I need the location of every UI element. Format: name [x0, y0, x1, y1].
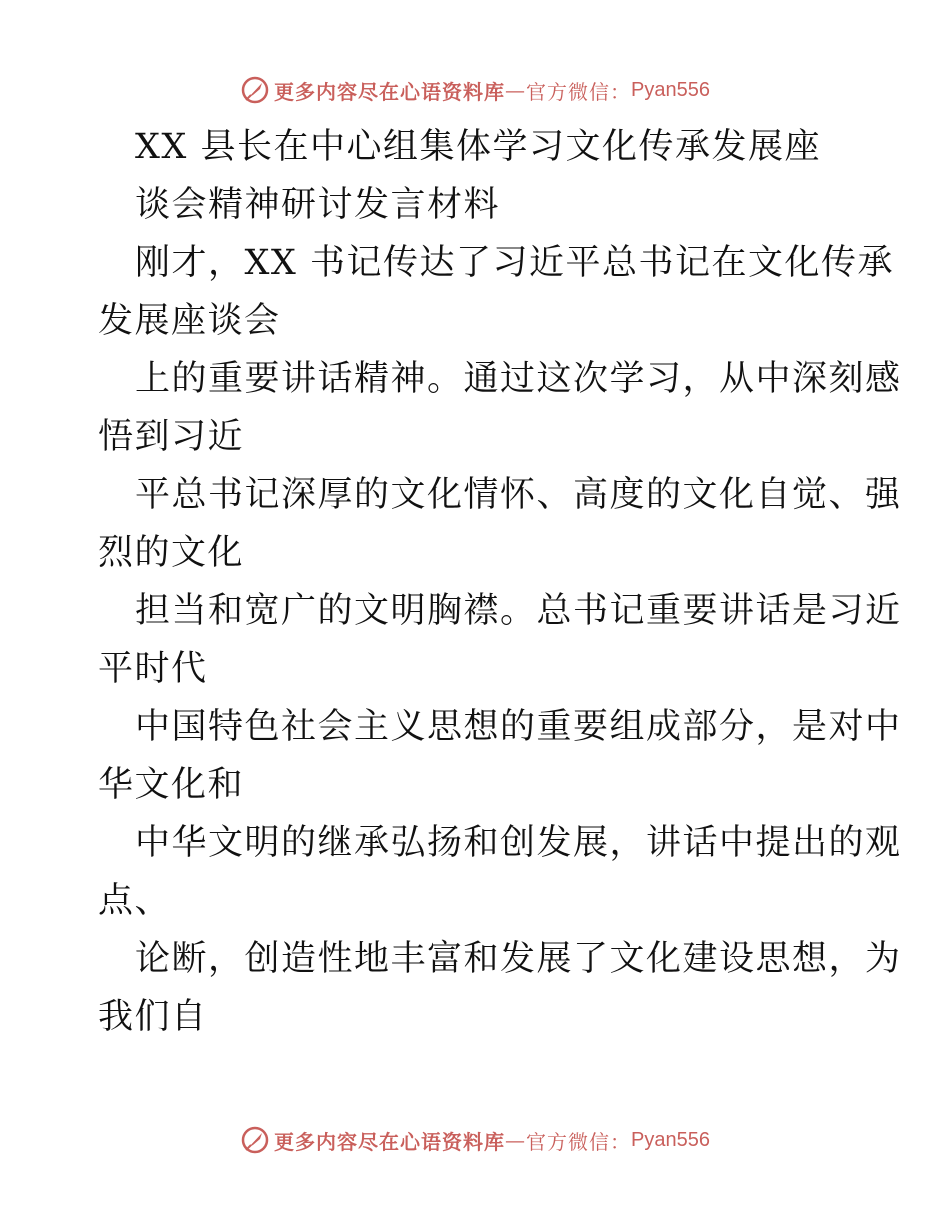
paragraph-line: 中国特色社会主义思想的重要组成部分，是对中 — [135, 707, 902, 747]
banner-text: 更多内容尽在心语资料库 — [274, 79, 506, 104]
paragraph-line: 上的重要讲话精神。通过这次学习，从中深刻感 — [135, 359, 902, 399]
paragraph-line: 中华文明的继承弘扬和创发展，讲话中提出的观 — [135, 823, 902, 863]
banner-wechat-label: 官方微信： — [526, 79, 632, 104]
paragraph-line: 我们自 — [98, 997, 208, 1037]
footer-watermark — [0, 1120, 950, 1160]
quill-logo-icon — [240, 75, 270, 105]
banner-wechat-id: Pyan556 — [631, 1128, 710, 1151]
paragraph-line: 发展座谈会 — [98, 301, 281, 341]
paragraph-line: 悟到习近 — [98, 417, 245, 457]
paragraph-line: 华文化和 — [98, 765, 245, 805]
header-watermark — [0, 70, 950, 110]
paragraph-line: 担当和宽广的文明胸襟。总书记重要讲话是习近 — [135, 591, 902, 631]
paragraph-line: 论断，创造性地丰富和发展了文化建设思想，为 — [135, 939, 902, 979]
title-line-2: 谈会精神研讨发言材料 — [135, 185, 501, 225]
banner-separator: — — [505, 1128, 527, 1152]
paragraph-line: 刚才，XX 书记传达了习近平总书记在文化传承 — [135, 243, 894, 283]
paragraph-line: 点、 — [98, 881, 172, 921]
banner-text: 更多内容尽在心语资料库 — [274, 1129, 506, 1154]
banner-wechat-label: 官方微信： — [526, 1129, 632, 1154]
paragraph-line: 烈的文化 — [98, 533, 245, 573]
paragraph-line: 平时代 — [98, 649, 208, 689]
paragraph-line: 平总书记深厚的文化情怀、高度的文化自觉、强 — [135, 475, 902, 515]
banner-wechat-id: Pyan556 — [631, 78, 710, 101]
quill-logo-icon — [240, 1125, 270, 1155]
banner-separator: — — [505, 78, 527, 102]
title-line-1: XX 县长在中心组集体学习文化传承发展座 — [135, 127, 821, 167]
